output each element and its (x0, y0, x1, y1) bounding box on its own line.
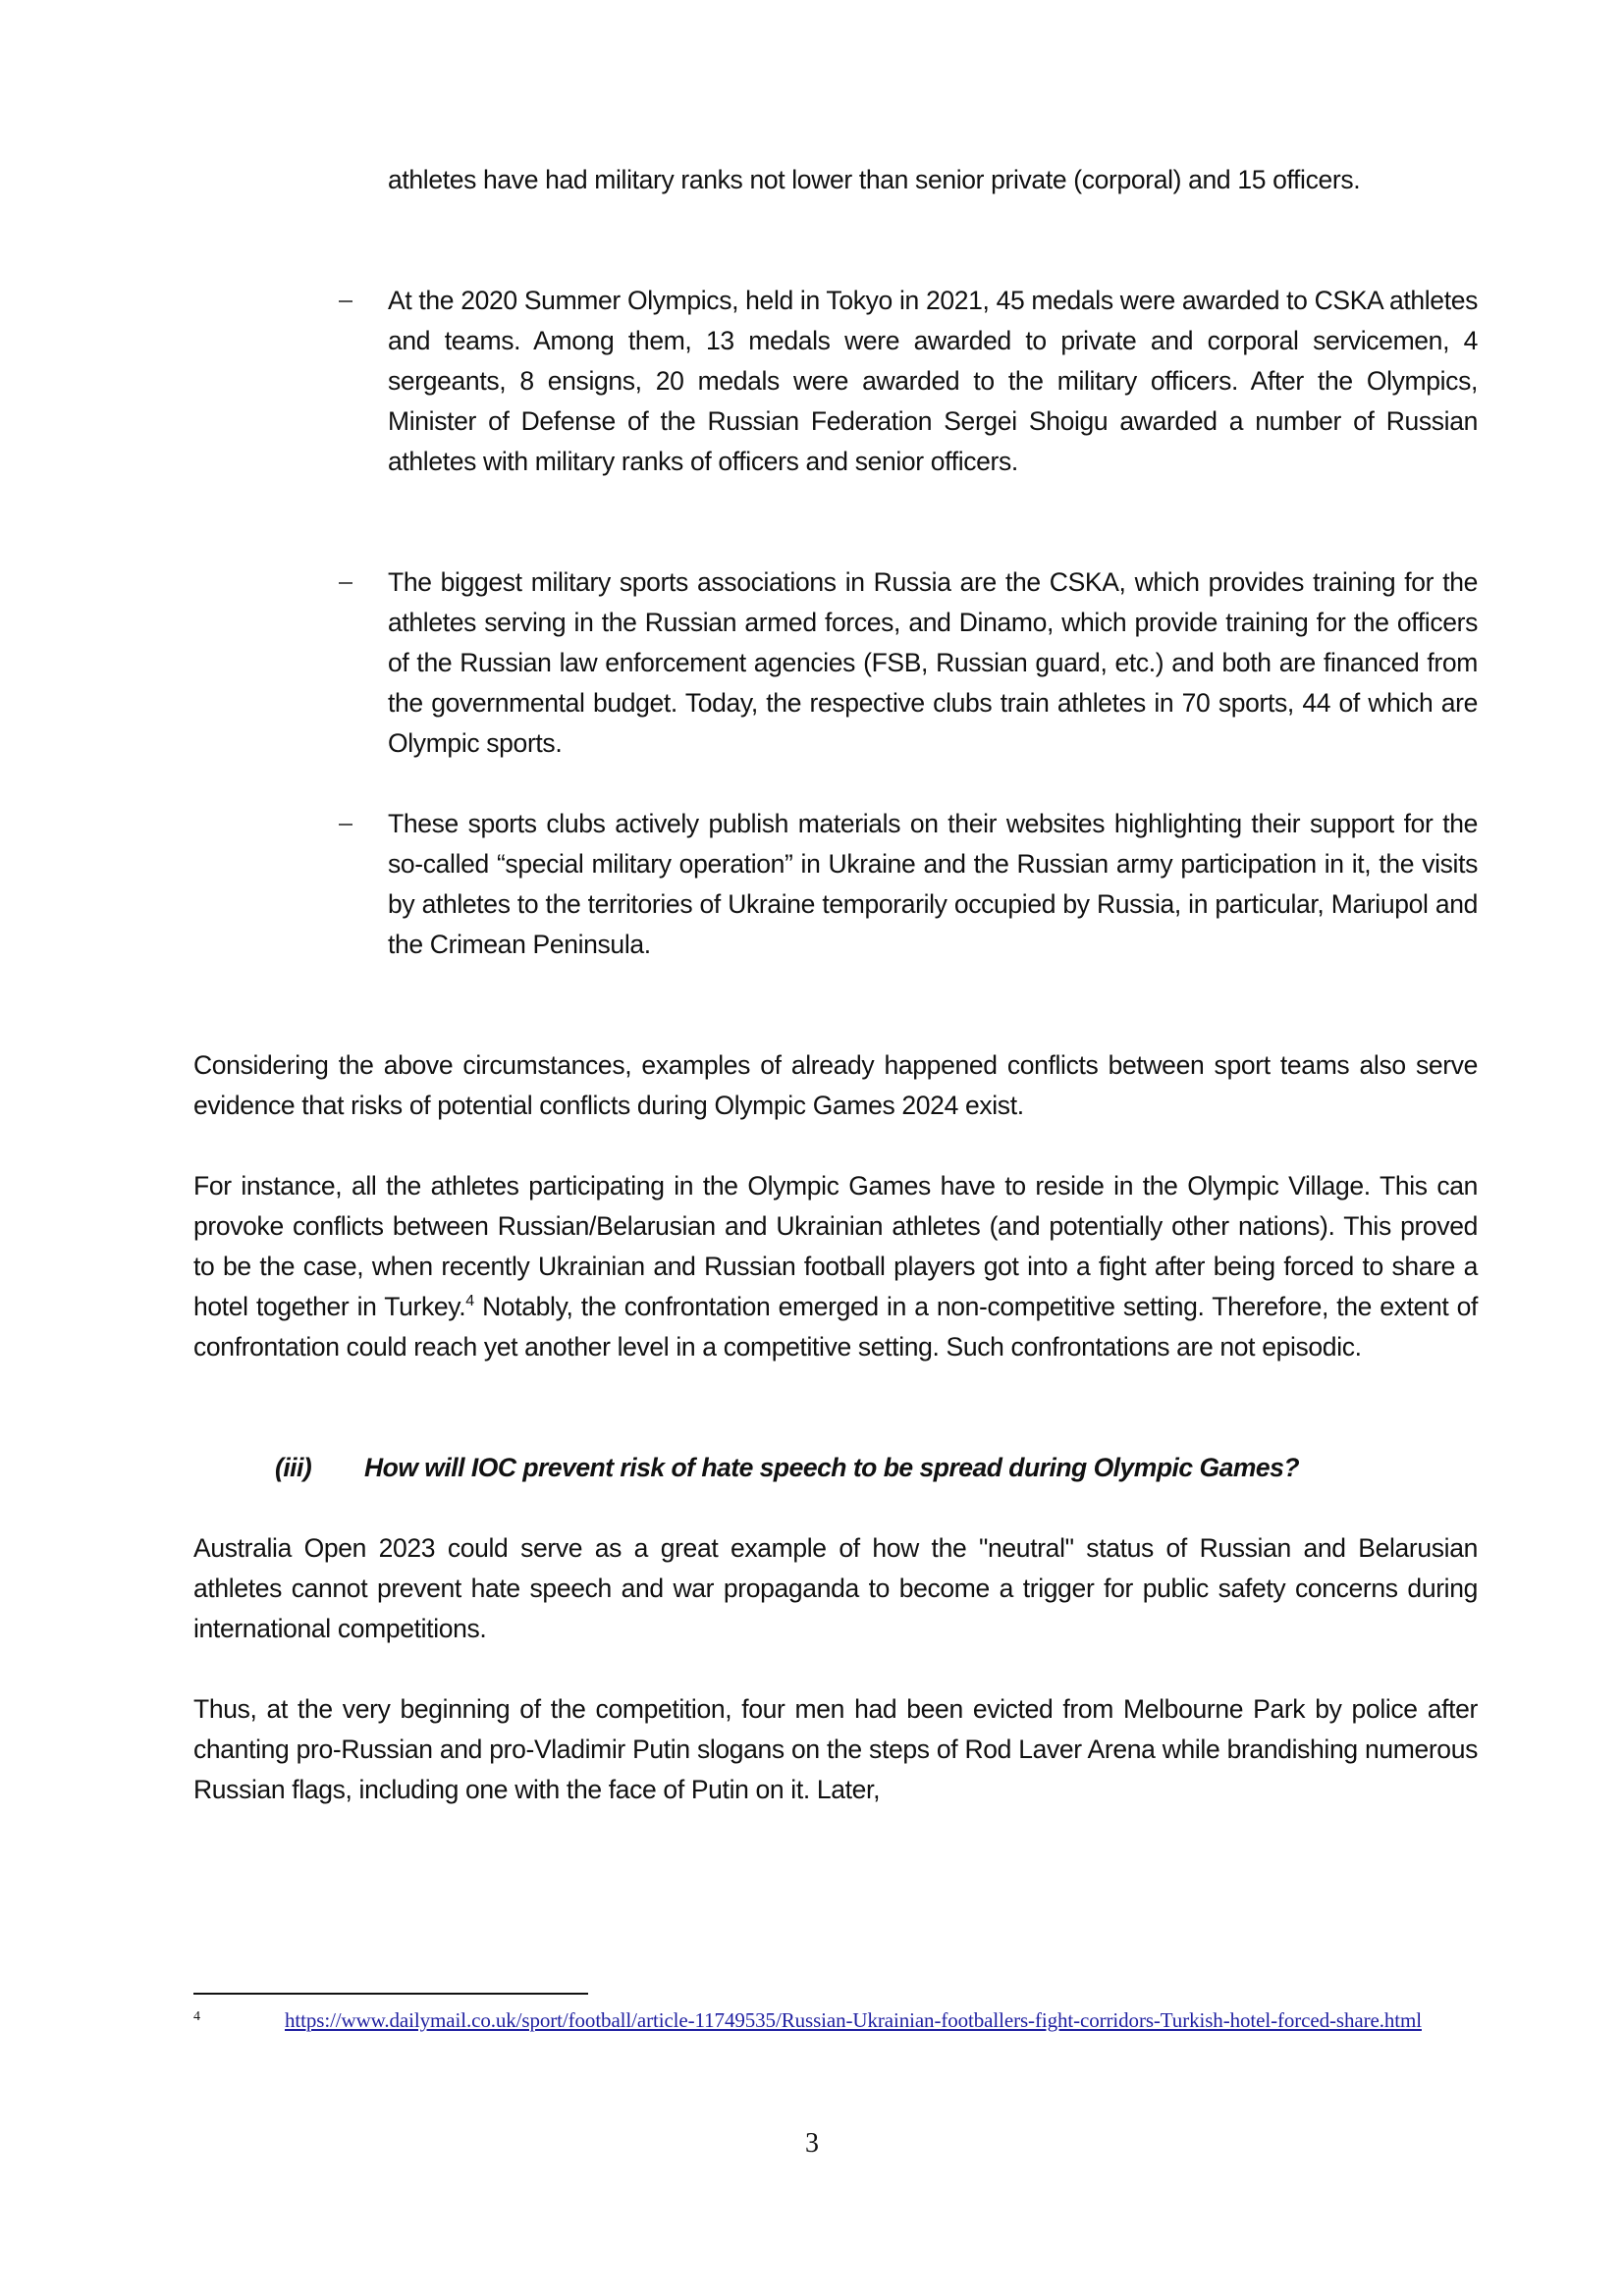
bullet-item-websites-support: These sports clubs actively publish materials on their websites highlighting their support for the so-called “special military operation” in Ukraine and the Russian army participation in it, the visits by athletes to the territories of Ukraine temporarily occupied by Russia, in particular, Mariupol and the Crimean Peninsula. (388, 809, 1478, 959)
bullet-item-sports-associations: The biggest military sports associations in Russia are the CSKA, which provides training for the athletes serving in the Russian armed forces, and Dinamo, which provide training for the officers of the Russian law enforcement agencies (FSB, Russian guard, etc.) and both are financed from the governmental budget. Today, the respective clubs train athletes in 70 sports, 44 of which are Olympic sports. (388, 567, 1478, 758)
bullet-item-olympics-medals: At the 2020 Summer Olympics, held in Tokyo in 2021, 45 medals were awarded to CSKA athletes and teams. Among them, 13 medals were awarded to private and corporal servicemen, 4 sergeants, 8 ensigns, 20 medals were awarded to the military officers. After the Olympics, Minister of Defense of the Russian Federation Sergei Shoigu awarded a number of Russian athletes with military ranks of officers and senior officers. (388, 286, 1478, 476)
bullet-dash-icon (339, 824, 352, 826)
footnote-number: 4 (193, 2009, 200, 2024)
footnote-link[interactable]: https://www.dailymail.co.uk/sport/football/article-11749535/Russian-Ukrainian-footballers-fight-corridors-Turkish-hotel-forced-share.html (285, 2008, 1422, 2032)
paragraph-for-instance (193, 1166, 1478, 1367)
paragraph-for-instance-text: For instance, all the athletes participating in the Olympic Games have to reside in the Olympic Village. This can provoke conflicts between Russian/Belarusian and Ukrainian athletes (and potentially other nations). This proved to be the case, when recently Ukrainian and Russian football players got into a fight after being forced to share a hotel together in Turkey. (193, 1171, 1478, 1321)
section-heading-number: (iii) (275, 1453, 312, 1482)
footnote (193, 2004, 1480, 2037)
continuation-paragraph: athletes have had military ranks not lower than senior private (corporal) and 15 officers. (388, 165, 1361, 194)
bullet-dash-icon (339, 582, 352, 584)
paragraph-for-instance-text-cont: Notably, the confrontation emerged in a non-competitive setting. Therefore, the extent of confrontation could reach yet another level in a competitive setting. Such confrontations are not episodic. (193, 1292, 1479, 1362)
section-heading-title: How will IOC prevent risk of hate speech to be spread during Olympic Games? (364, 1453, 1300, 1482)
paragraph-thus: Thus, at the very beginning of the competition, four men had been evicted from Melbourne Park by police after chanting pro-Russian and pro-Vladimir Putin slogans on the steps of Rod Laver Arena while brandishing numerous Russian flags, including one with the face of Putin on it. Later, (193, 1694, 1478, 1804)
bullet-dash-icon (339, 300, 352, 302)
footnote-reference-link[interactable]: 4 (465, 1293, 474, 1309)
paragraph-australia-open: Australia Open 2023 could serve as a great example of how the "neutral" status of Russian and Belarusian athletes cannot prevent hate speech and war propaganda to become a trigger for public safety concerns during international competitions. (193, 1533, 1478, 1643)
page-number: 3 (805, 2128, 819, 2159)
footnote-separator (193, 1993, 588, 1995)
paragraph-considering: Considering the above circumstances, examples of already happened conflicts between sport teams also serve evidence that risks of potential conflicts during Olympic Games 2024 exist. (193, 1050, 1478, 1120)
